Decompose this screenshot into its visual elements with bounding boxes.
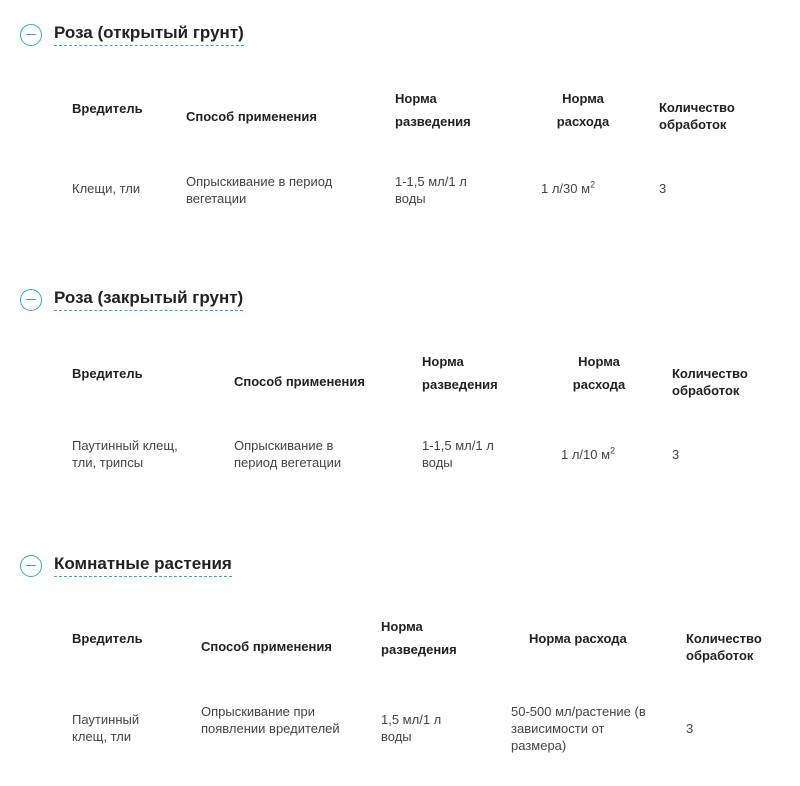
rate-sup: 2	[590, 179, 596, 190]
cell-count: 3	[672, 447, 680, 462]
section-indoor-plants	[0, 554, 800, 786]
section-toggle[interactable]	[20, 288, 243, 311]
cell-method: Опрыскивание в период вегетации	[234, 438, 342, 470]
section-rose-closed	[0, 288, 800, 518]
rate-sup: 2	[610, 445, 616, 456]
collapse-icon[interactable]	[20, 555, 42, 577]
cell-method: Опрыскивание в период вегетации	[186, 174, 333, 206]
cell-dilution: 1-1,5 мл/1 л воды	[422, 438, 494, 470]
header-dilution: Норма разведения	[395, 91, 471, 129]
rate-text: 1 л/10 м	[561, 447, 611, 462]
rate-text: 1 л/30 м	[541, 181, 591, 196]
header-rate: Норма расхода	[572, 354, 626, 392]
header-rate: Норма расхода	[556, 91, 610, 129]
cell-rate	[561, 446, 661, 463]
section-title[interactable]: Роза (открытый грунт)	[54, 23, 244, 46]
header-method: Способ применения	[201, 639, 332, 654]
cell-rate	[541, 180, 641, 197]
section-toggle[interactable]	[20, 23, 244, 46]
cell-method: Опрыскивание при появлении вредителей	[201, 704, 340, 736]
cell-pest: Паутинный клещ, тли	[72, 712, 140, 744]
cell-count: 3	[659, 181, 667, 196]
header-rate: Норма расхода	[529, 631, 627, 646]
header-pest: Вредитель	[72, 101, 143, 116]
header-count: Количество обработок	[686, 631, 762, 663]
collapse-icon[interactable]	[20, 24, 42, 46]
header-method: Способ применения	[234, 374, 365, 389]
section-title[interactable]: Роза (закрытый грунт)	[54, 288, 243, 311]
header-dilution: Норма разведения	[381, 619, 457, 657]
cell-rate: 50-500 мл/растение (в зависимости от размера)	[511, 704, 646, 753]
header-count: Количество обработок	[659, 100, 735, 132]
header-dilution: Норма разведения	[422, 354, 498, 392]
header-pest: Вредитель	[72, 631, 143, 646]
cell-count: 3	[686, 721, 694, 736]
header-pest: Вредитель	[72, 366, 143, 381]
cell-pest: Паутинный клещ, тли, трипсы	[72, 438, 178, 470]
section-rose-open	[0, 23, 800, 253]
collapse-icon[interactable]	[20, 289, 42, 311]
header-count: Количество обработок	[672, 366, 748, 398]
cell-pest: Клещи, тли	[72, 181, 141, 196]
section-toggle[interactable]	[20, 554, 232, 577]
section-title[interactable]: Комнатные растения	[54, 554, 232, 577]
header-method: Способ применения	[186, 109, 317, 124]
cell-dilution: 1,5 мл/1 л воды	[381, 712, 442, 744]
cell-dilution: 1-1,5 мл/1 л воды	[395, 174, 467, 206]
